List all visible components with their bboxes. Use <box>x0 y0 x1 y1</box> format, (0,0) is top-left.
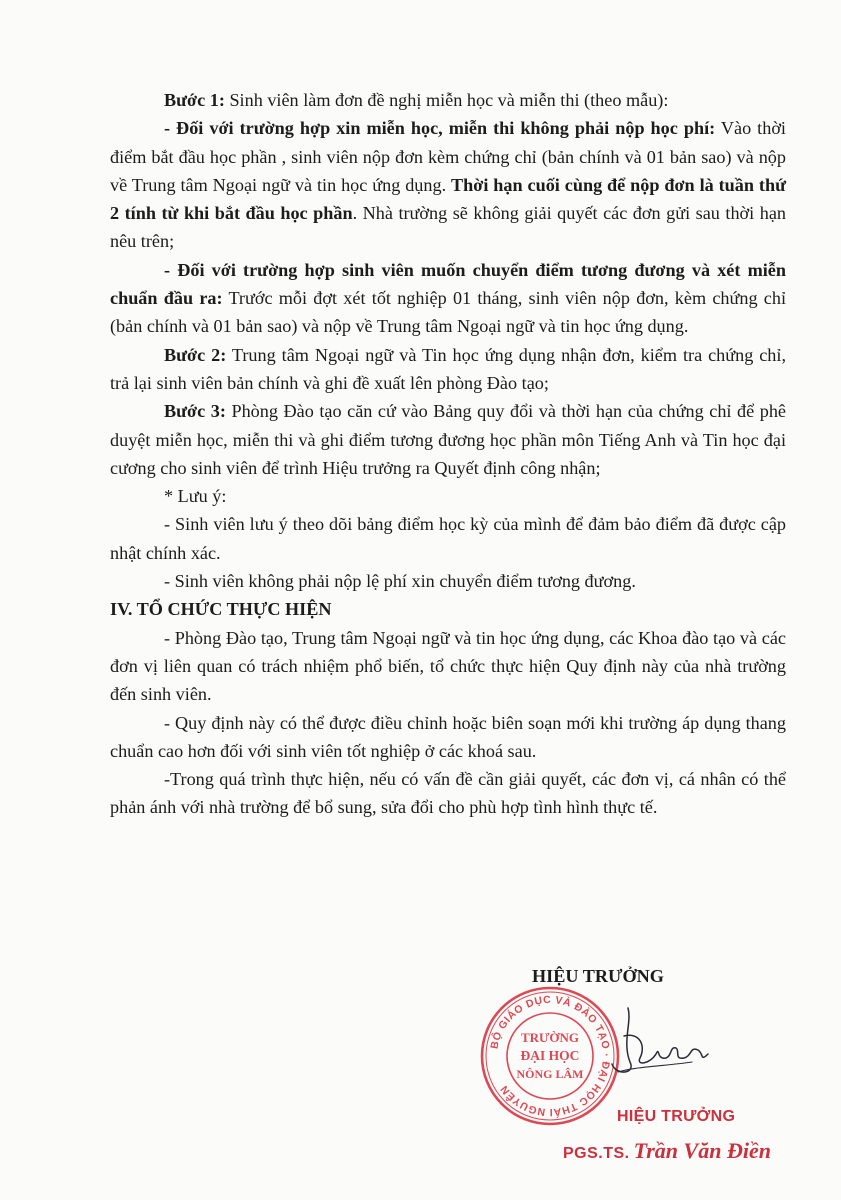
note-item-1: - Sinh viên lưu ý theo dõi bảng điểm học kỳ của mình để đảm bảo điểm đã được cập nhật chính xác. <box>110 514 786 563</box>
step-3-label: Bước 3: <box>164 401 226 422</box>
handwritten-signature-icon <box>610 1002 720 1082</box>
step-1-text: Sinh viên làm đơn đề nghị miễn học và miễn thi (theo mẫu): <box>224 90 669 110</box>
implementation-item-3: -Trong quá trình thực hiện, nếu có vấn đề cần giải quyết, các đơn vị, cá nhân có thể phản ánh với nhà trường để bổ sung, sửa đổi cho phù hợp tình hình thực tế. <box>110 769 786 818</box>
section-heading: IV. TỔ CHỨC THỰC HIỆN <box>110 599 332 620</box>
step-2 <box>110 341 786 398</box>
case-exemption-text-b: . Nhà trường sẽ không giải quyết các đơn gửi sau thời hạn nêu trên; <box>110 203 786 252</box>
stamp-title: HIỆU TRƯỞNG <box>617 1108 736 1125</box>
step-1-label: Bước 1: <box>164 90 225 110</box>
step-1 <box>110 86 786 114</box>
case-exemption-text-a: Vào thời điểm bắt đầu học phần , sinh viên nộp đơn kèm chứng chỉ (bản chính và 01 bản sao) và nộp về Trung tâm Ngoại ngữ và tin học ứng dụng. <box>110 118 786 195</box>
case-exemption-deadline: Thời hạn cuối cùng để nộp đơn là tuần thứ 2 tính từ khi bắt đầu học phần <box>110 174 786 224</box>
seal-line-3: NÔNG LÂM <box>516 1067 584 1081</box>
note-item-2: - Sinh viên không phải nộp lệ phí xin chuyển điểm tương đương. <box>164 571 636 592</box>
case-exemption-label: - Đối với trường hợp xin miễn học, miễn thi không phải nộp học phí: <box>164 118 716 139</box>
stamp-degree: PGS.TS. <box>563 1145 630 1162</box>
university-seal-icon <box>478 984 622 1128</box>
note-label: * Lưu ý: <box>164 486 227 507</box>
implementation-item-2: - Quy định này có thể được điều chỉnh hoặc biên soạn mới khi trường áp dụng thang chuẩn cao hơn đối với sinh viên tốt nghiệp ở các khoá sau. <box>110 712 786 761</box>
step-1-case-exemption <box>110 114 786 255</box>
seal-ring-text: BỘ GIÁO DỤC VÀ ĐÀO TẠO · ĐẠI HỌC THÁI NGUYÊN <box>488 993 613 1119</box>
step-2-label: Bước 2: <box>164 344 227 365</box>
step-2-text: Trung tâm Ngoại ngữ và Tin học ứng dụng nhận đơn, kiểm tra chứng chỉ, trả lại sinh viên bản chính và ghi đề xuất lên phòng Đào tạo; <box>110 344 786 393</box>
step-1-case-transfer <box>110 256 786 341</box>
stamp-signer <box>563 1138 771 1164</box>
seal-line-1: TRƯỜNG <box>520 1030 580 1045</box>
implementation-item-1: - Phòng Đào tạo, Trung tâm Ngoại ngữ và tin học ứng dụng, các Khoa đào tạo và các đơn vị liên quan có trách nhiệm phổ biến, tổ chức thực hiện Quy định này của nhà trường đến sinh viên. <box>110 627 786 705</box>
document-body <box>110 86 786 822</box>
case-transfer-label: - Đối với trường hợp sinh viên muốn chuyển điểm tương đương và xét miễn chuẩn đầu ra: <box>110 259 786 309</box>
step-3 <box>110 397 786 482</box>
signature-title: HIỆU TRƯỞNG <box>532 966 664 986</box>
step-3-text: Phòng Đào tạo căn cứ vào Bảng quy đổi và thời hạn của chứng chỉ để phê duyệt miễn học, miễn thi và ghi điểm tương đương học phần môn Tiếng Anh và Tin học đại cương cho sinh viên để trình Hiệu trưởng ra Quyết định công nhận; <box>110 401 786 478</box>
case-transfer-text: Trước mỗi đợt xét tốt nghiệp 01 tháng, sinh viên nộp đơn, kèm chứng chỉ (bản chính và 01 bản sao) và nộp về Trung tâm Ngoại ngữ và tin học ứng dụng. <box>110 288 787 337</box>
seal-line-2: ĐẠI HỌC <box>520 1048 580 1063</box>
stamp-name: Trần Văn Điền <box>633 1138 771 1163</box>
